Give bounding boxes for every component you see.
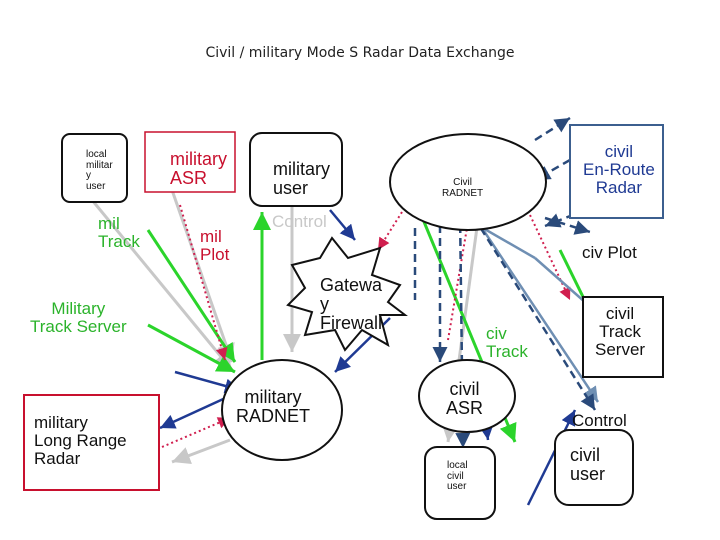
civil-en-route-radar-label: civil En-Route Radar (583, 142, 655, 197)
grey-arrow (172, 190, 232, 362)
civil-track-server-label: civil Track Server (595, 304, 646, 359)
local-military-user-label: local militar y user (86, 149, 113, 192)
local-civil-user-label: local civil user (447, 460, 468, 492)
military-track-server-label: Military Track Server (30, 299, 127, 336)
military-user-label: military user (273, 159, 330, 198)
control-arrow (330, 210, 355, 240)
military-radnet-label: military RADNET (236, 387, 311, 426)
plot-arrow (378, 212, 402, 250)
civil-radnet-label: Civil RADNET (442, 177, 484, 199)
control-civil-label: Control (572, 411, 627, 430)
diagram-title: Civil / military Mode S Radar Data Exchange (205, 45, 515, 61)
military-asr-label: military ASR (170, 149, 227, 188)
control-military-label: Control (272, 212, 327, 231)
dashed-arrow (545, 218, 590, 232)
civ-track-label: civ Track (486, 324, 528, 361)
mil-track-label: mil Track (98, 214, 140, 251)
civil-asr-label: civil ASR (446, 379, 484, 418)
gateway-firewall-label: Gatewa y Firewall (320, 275, 383, 333)
mil-plot-label: mil Plot (200, 227, 230, 264)
grey-arrow (172, 440, 230, 462)
civil-user-label: civil user (570, 445, 606, 484)
dashed-arrow (535, 118, 570, 140)
military-long-range-radar-label: military Long Range Radar (34, 413, 127, 468)
civ-plot-label: civ Plot (582, 243, 637, 262)
